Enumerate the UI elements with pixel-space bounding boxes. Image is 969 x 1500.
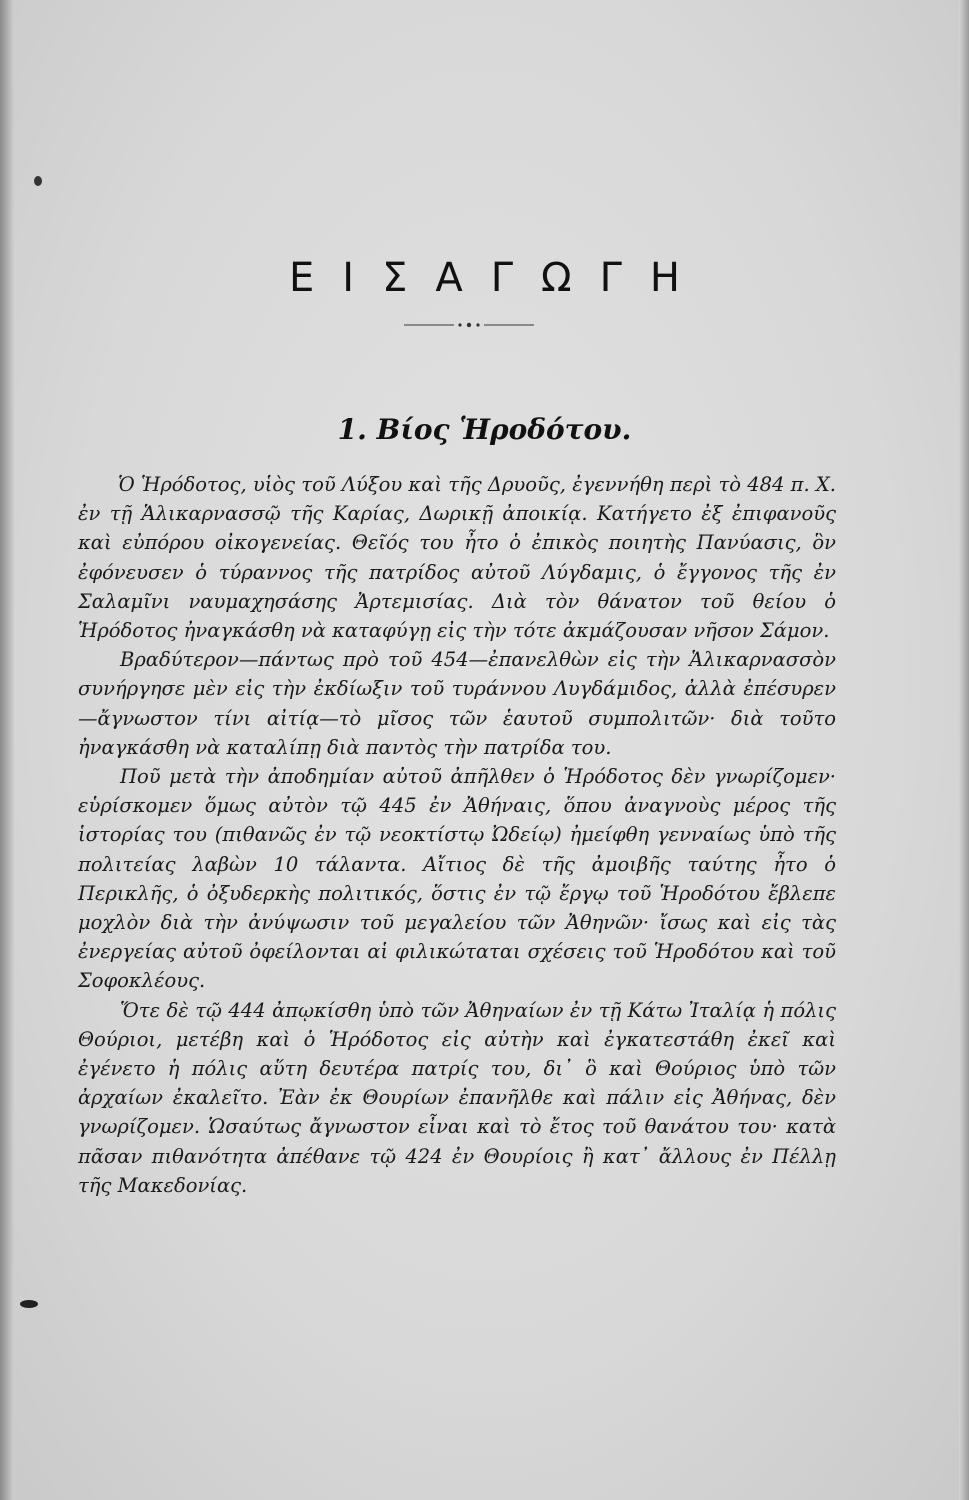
ink-spot [34, 176, 42, 186]
paragraph: Ὁ Ἡρόδοτος, υἱὸς τοῦ Λύξου καὶ τῆς Δρυοῦς, ἐγεννήθη περὶ τὸ 484 π. Χ. ἐν τῇ Ἁλικαρνασσῷ τῆς Καρίας, Δωρικῇ ἀποικίᾳ. Κατήγετο ἐξ ἐπιφανοῦς καὶ εὐπόρου οἰκογενείας. Θεῖός του ἦτο ὁ ἐπικὸς ποιητὴς Πανύασις, ὃν ἐφόνευσεν ὁ τύραννος τῆς πατρίδος αὐτοῦ Λύγδαμις, ὁ ἔγγονος τῆς ἐν Σαλαμῖνι ναυμαχησάσης Ἀρτεμισίας. Διὰ τὸν θάνατον τοῦ θείου ὁ Ἡρόδοτος ἠναγκάσθη νὰ καταφύγῃ εἰς τὴν τότε ἀκμάζουσαν νῆσον Σάμον. [78, 473, 836, 643]
page-edge-left [0, 0, 14, 1500]
paragraph: Ποῦ μετὰ τὴν ἀποδημίαν αὐτοῦ ἀπῆλθεν ὁ Ἡρόδοτος δὲν γνωρίζομεν· εὑρίσκομεν ὅμως αὐτὸν τῷ 445 ἐν Ἀθήναις, ὅπου ἀναγνοὺς μέρος τῆς ἱστορίας του (πιθανῶς ἐν τῷ νεοκτίστῳ Ὠδείῳ) ἠμείφθη γενναίως ὑπὸ τῆς πολιτείας λαβὼν 10 τάλαντα. Αἴτιος δὲ τῆς ἀμοιβῆς ταύτης ἦτο ὁ Περικλῆς, ὁ ὀξυδερκὴς πολιτικός, ὅστις ἐν τῷ ἔργῳ τοῦ Ἡροδότου ἔβλεπε μοχλὸν διὰ τὴν ἀνύψωσιν τοῦ μεγαλείου τῶν Ἀθηνῶν· ἴσως καὶ εἰς τὰς ἐνεργείας αὐτοῦ ὀφείλονται αἱ φιλικώταται σχέσεις τοῦ Ἡροδότου καὶ τοῦ Σοφοκλέους. [78, 765, 836, 993]
ornament-divider [404, 320, 534, 330]
paragraph: Ὅτε δὲ τῷ 444 ἀπῳκίσθη ὑπὸ τῶν Ἀθηναίων ἐν τῇ Κάτω Ἰταλίᾳ ἡ πόλις Θούριοι, μετέβη καὶ ὁ Ἡρόδοτος εἰς αὐτὴν καὶ ἐγκατεστάθη ἐκεῖ καὶ ἐγένετο ἡ πόλις αὕτη δευτέρα πατρίς του, δι᾽ ὃ καὶ Θούριος ὑπὸ τῶν ἀρχαίων ἐκαλεῖτο. Ἐὰν ἐκ Θουρίων ἐπανῆλθε καὶ πάλιν εἰς Ἀθήνας, δὲν γνωρίζομεν. Ὡσαύτως ἄγνωστον εἶναι καὶ τὸ ἔτος τοῦ θανάτου του· κατὰ πᾶσαν πιθανότητα ἀπέθανε τῷ 424 ἐν Θουρίοις ἢ κατ᾽ ἄλλους ἐν Πέλλῃ τῆς Μακεδονίας. [78, 998, 836, 1197]
ink-spot [20, 1300, 38, 1308]
chapter-title: 1. Βίος Ἡροδότου. [337, 413, 632, 447]
paragraph: Βραδύτερον—πάντως πρὸ τοῦ 454—ἐπανελθὼν εἰς τὴν Ἁλικαρνασσὸν συνήργησε μὲν εἰς τὴν ἐκδίωξιν τοῦ τυράννου Λυγδάμιδος, ἀλλὰ ἐπέσυρεν—ἄγνωστον τίνι αἰτίᾳ—τὸ μῖσος τῶν ἑαυτοῦ συμπολιτῶν· διὰ τοῦτο ἠναγκάσθη νὰ καταλίπῃ διὰ παντὸς τὴν πατρίδα του. [78, 648, 836, 759]
page-edge-right [959, 0, 969, 1500]
section-title: ΕΙΣΑΓΩΓΗ [289, 254, 708, 301]
body-text [78, 470, 836, 1200]
